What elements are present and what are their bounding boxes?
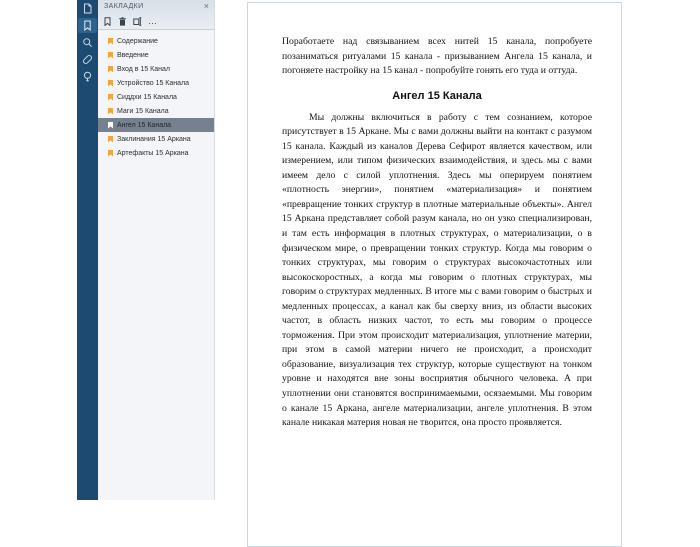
bookmark-label: Содержание bbox=[117, 37, 158, 45]
bookmark-item[interactable] bbox=[98, 90, 214, 104]
bookmark-list bbox=[98, 30, 214, 160]
bookmark-item[interactable] bbox=[98, 76, 214, 90]
section-heading: Ангел 15 Канала bbox=[392, 89, 482, 102]
bookmark-label: Вход в 15 Канал bbox=[117, 65, 170, 73]
add-bookmark-icon[interactable] bbox=[103, 17, 112, 26]
attachments-icon[interactable] bbox=[77, 51, 98, 68]
bookmark-item[interactable] bbox=[98, 146, 214, 160]
bookmark-flag-icon bbox=[108, 122, 113, 129]
navigation-rail bbox=[77, 0, 98, 500]
bookmark-flag-icon bbox=[108, 136, 113, 143]
bookmark-flag-icon bbox=[108, 94, 113, 101]
bookmark-item[interactable] bbox=[98, 132, 214, 146]
bookmark-item[interactable] bbox=[98, 62, 214, 76]
delete-bookmark-icon[interactable] bbox=[118, 17, 127, 26]
bookmark-flag-icon bbox=[108, 150, 113, 157]
more-options-icon[interactable]: … bbox=[148, 16, 158, 26]
panel-title: ЗАКЛАДКИ bbox=[104, 3, 144, 10]
document-viewer[interactable] bbox=[216, 0, 700, 500]
bookmarks-toolbar bbox=[103, 14, 158, 28]
pages-icon[interactable] bbox=[77, 0, 98, 17]
bookmarks-panel bbox=[98, 0, 215, 500]
bookmark-label: Заклинания 15 Аркана bbox=[117, 135, 191, 143]
bookmark-label: Артефакты 15 Аркана bbox=[117, 149, 189, 157]
paragraph-main: Мы должны включиться в работу с тем сознанием, которое присутствует в 15 Аркане. Мы с вами должны выйти на контакт с разумом 15 канала. Каждый из каналов Дерева Сефирот является качеством, или измерением, или типом физических взаимодействия, и здесь мы с вами имеем дело с силой уплотнения. Здесь мы оперируем понятием «плотность энергии», понятием «материализация» и понятием «превращение тонких структур в плотные материальные объекты». Ангел 15 Аркана представляет собой разум канала, но он узко специализирован, и там есть информация в плотных структурах, о материализации, о в физическом мире, о превращении тонких структур. Когда мы говорим о тонких структурах, мы говорим о структурах высокочастотных или высокоскоростных, а когда мы говорим о плотных структурах, мы говорим о структурах медленных. В итоге мы с вами говорим о быстрых и медленных процессах, а канал как бы сверху вниз, из области высоких частот, в область низких частот, то есть мы говорим о процессе торможения. При этом происходит материализация, уплотнение материи, при этом в самой материи ничего не происходит, а происходит образование, визуализация тех структур, которые существуют на тонком уровне и находятся вне зоны восприятия обычного человека. А при уплотнении они становятся воспринимаемыми, осязаемыми. Мы говорим о канале 15 Аркана, ангеле материализации, ангеле уплотнения. В этом канале никакая материя новая не творится, она просто проявляется. bbox=[282, 111, 592, 429]
bookmark-flag-icon bbox=[108, 52, 113, 59]
page-content bbox=[282, 35, 592, 431]
bookmark-label: Сиддхи 15 Канала bbox=[117, 93, 177, 101]
paragraph-intro: Поработаете над связыванием всех нитей 15 канала, попробуете позаниматься ритуалами 15 канала - призыванием Ангела 15 канала, и погоняете настройку на 15 канал - попробуйте гонять его туда и оттуда. bbox=[282, 36, 592, 77]
bookmark-label: Введение bbox=[117, 51, 149, 59]
bookmark-item[interactable] bbox=[98, 48, 214, 62]
rename-bookmark-icon[interactable] bbox=[133, 17, 142, 26]
bookmark-flag-icon bbox=[108, 80, 113, 87]
search-icon[interactable] bbox=[77, 34, 98, 51]
feedback-icon[interactable] bbox=[77, 68, 98, 85]
bookmark-item[interactable] bbox=[98, 104, 214, 118]
bookmark-flag-icon bbox=[108, 108, 113, 115]
bookmark-label: Маги 15 Канала bbox=[117, 107, 169, 115]
close-panel-icon[interactable]: × bbox=[203, 1, 209, 11]
bookmark-flag-icon bbox=[108, 38, 113, 45]
bookmark-label: Устройство 15 Канала bbox=[117, 79, 190, 87]
bookmark-label: Ангел 15 Канала bbox=[117, 121, 172, 129]
document-page bbox=[247, 2, 622, 547]
bookmark-item[interactable] bbox=[98, 34, 214, 48]
bookmarks-panel-header bbox=[98, 0, 214, 30]
bookmark-flag-icon bbox=[108, 66, 113, 73]
bookmarks-icon[interactable] bbox=[77, 17, 98, 34]
bookmark-item-selected[interactable] bbox=[98, 118, 214, 132]
